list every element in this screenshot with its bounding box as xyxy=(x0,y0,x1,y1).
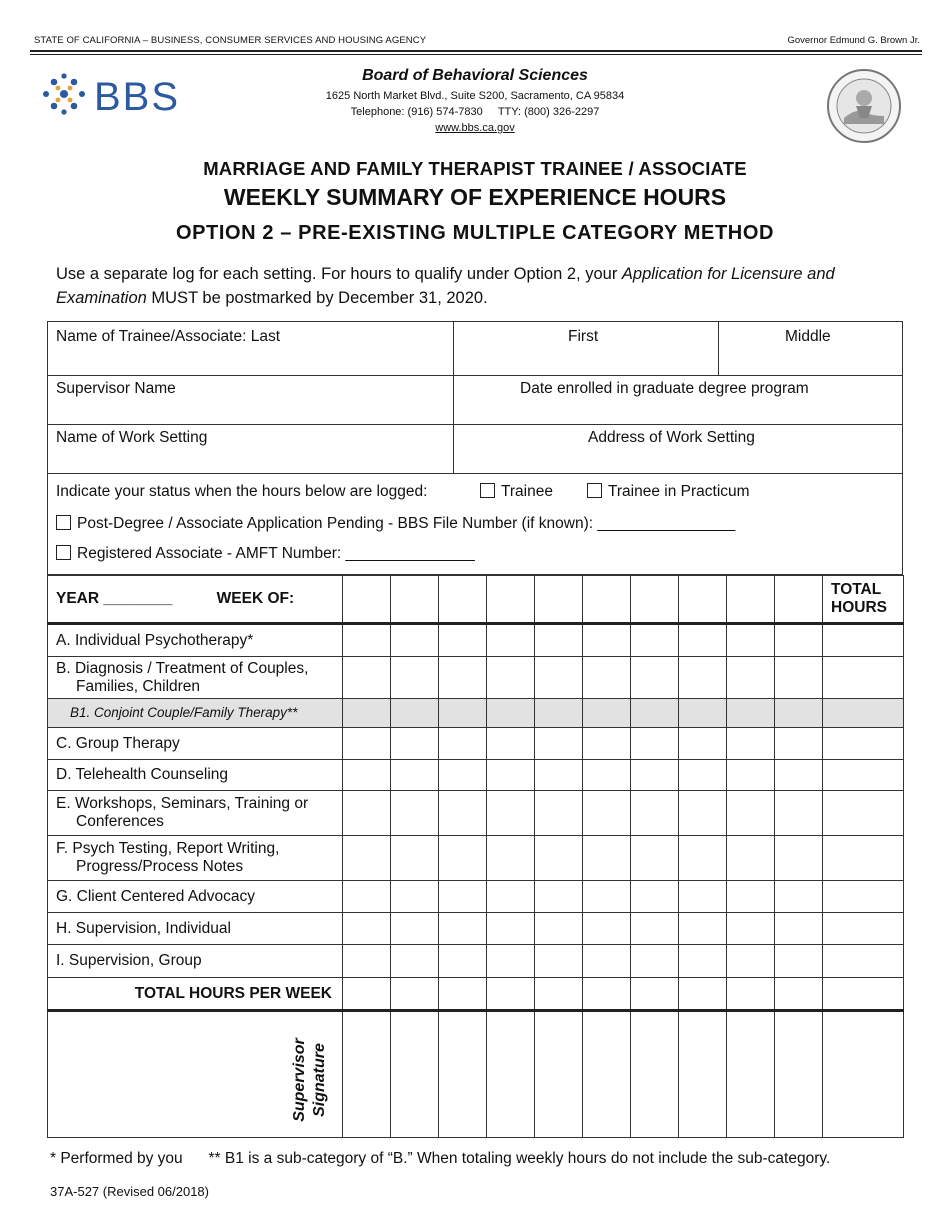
weekly-total-cell[interactable] xyxy=(679,978,727,1011)
weekly-total-cell[interactable] xyxy=(343,978,391,1011)
hours-cell[interactable] xyxy=(727,791,775,836)
table-row xyxy=(48,945,904,978)
supervisor-input[interactable] xyxy=(50,400,450,424)
hours-cell[interactable] xyxy=(583,728,631,760)
board-website-link[interactable]: www.bbs.ca.gov xyxy=(435,122,515,134)
hours-cell[interactable] xyxy=(343,624,391,657)
hours-cell[interactable] xyxy=(439,881,487,913)
total-per-week-row xyxy=(48,978,904,1011)
trainee-checkbox[interactable] xyxy=(480,483,495,498)
hours-cell[interactable] xyxy=(343,881,391,913)
hours-cell[interactable] xyxy=(631,913,679,945)
hours-cell[interactable] xyxy=(535,791,583,836)
signature-cell[interactable] xyxy=(775,1011,823,1138)
hours-log-table xyxy=(47,575,904,1138)
hours-cell[interactable] xyxy=(487,728,535,760)
signature-cell[interactable] xyxy=(535,1011,583,1138)
hours-cell[interactable] xyxy=(535,657,583,699)
hours-cell[interactable] xyxy=(631,760,679,791)
total-cell[interactable] xyxy=(823,913,904,945)
hours-cell[interactable] xyxy=(343,913,391,945)
signature-cell[interactable] xyxy=(727,1011,775,1138)
hours-cell[interactable] xyxy=(487,945,535,978)
signature-cell[interactable] xyxy=(679,1011,727,1138)
weekly-total-cell[interactable] xyxy=(487,978,535,1011)
date-enrolled-input[interactable] xyxy=(456,400,901,424)
hours-cell[interactable] xyxy=(679,945,727,978)
svg-text:BBS: BBS xyxy=(94,75,181,116)
hours-cell[interactable] xyxy=(679,913,727,945)
hours-cell[interactable] xyxy=(583,699,631,728)
hours-cell[interactable] xyxy=(391,624,439,657)
hours-cell[interactable] xyxy=(391,881,439,913)
hours-cell[interactable] xyxy=(487,913,535,945)
hours-cell[interactable] xyxy=(439,836,487,881)
hours-cell[interactable] xyxy=(679,624,727,657)
hours-cell[interactable] xyxy=(631,699,679,728)
hours-cell[interactable] xyxy=(727,699,775,728)
hours-cell[interactable] xyxy=(775,791,823,836)
form-title-line3: OPTION 2 – PRE-EXISTING MULTIPLE CATEGORY METHOD xyxy=(175,222,775,244)
week-date-cell[interactable] xyxy=(631,576,679,624)
hours-cell[interactable] xyxy=(487,760,535,791)
hours-cell[interactable] xyxy=(391,657,439,699)
total-hours-header: TOTAL HOURS xyxy=(823,576,904,624)
hours-cell[interactable] xyxy=(775,945,823,978)
hours-cell[interactable] xyxy=(535,945,583,978)
row-label: C. Group Therapy xyxy=(48,728,343,760)
weekly-total-cell[interactable] xyxy=(727,978,775,1011)
hours-cell[interactable] xyxy=(727,836,775,881)
hours-cell[interactable] xyxy=(631,624,679,657)
hours-cell[interactable] xyxy=(535,913,583,945)
name-last-input[interactable] xyxy=(50,348,450,374)
name-first-label: First xyxy=(568,328,599,345)
table-row-subcategory xyxy=(48,699,904,728)
hours-cell[interactable] xyxy=(343,791,391,836)
table-row xyxy=(48,657,904,699)
signature-row xyxy=(48,1011,904,1138)
instructions: Use a separate log for each setting. For hours to qualify under Option 2, your Application for Licensure and Examination MUST be postmarked by December 31, 2020. xyxy=(56,265,835,307)
hours-cell[interactable] xyxy=(391,760,439,791)
state-seal-image xyxy=(826,68,902,144)
board-phone: Telephone: (916) 574-7830 TTY: (800) 326-2297 xyxy=(350,106,600,118)
hours-cell[interactable] xyxy=(343,760,391,791)
week-date-cell[interactable] xyxy=(727,576,775,624)
date-enrolled-label: Date enrolled in graduate degree program xyxy=(520,380,809,397)
signature-cell[interactable] xyxy=(343,1011,391,1138)
hours-cell[interactable] xyxy=(439,624,487,657)
hours-cell[interactable] xyxy=(487,791,535,836)
total-per-week-label: TOTAL HOURS PER WEEK xyxy=(48,978,343,1011)
work-address-input[interactable] xyxy=(456,449,901,473)
table-row xyxy=(48,791,904,836)
hours-cell[interactable] xyxy=(487,881,535,913)
hours-cell[interactable] xyxy=(535,728,583,760)
hours-cell[interactable] xyxy=(343,945,391,978)
status-section xyxy=(47,473,903,575)
supervisor-field-row xyxy=(47,375,903,425)
grand-total-cell[interactable] xyxy=(823,978,904,1011)
hours-cell[interactable] xyxy=(775,760,823,791)
hours-cell[interactable] xyxy=(631,791,679,836)
hours-cell[interactable] xyxy=(535,624,583,657)
hours-cell[interactable] xyxy=(583,657,631,699)
hours-cell[interactable] xyxy=(535,836,583,881)
hours-cell[interactable] xyxy=(727,881,775,913)
status-prompt: Indicate your status when the hours below are logged: xyxy=(56,483,428,500)
hours-cell[interactable] xyxy=(439,699,487,728)
hours-cell[interactable] xyxy=(343,657,391,699)
form-number: 37A-527 (Revised 06/2018) xyxy=(50,1184,209,1199)
total-cell[interactable] xyxy=(823,760,904,791)
table-row xyxy=(48,836,904,881)
row-label: D. Telehealth Counseling xyxy=(48,760,343,791)
form-title-line2: WEEKLY SUMMARY OF EXPERIENCE HOURS xyxy=(223,184,727,210)
row-label: E. Workshops, Seminars, Training or Conferences xyxy=(48,791,343,836)
hours-cell[interactable] xyxy=(679,760,727,791)
header-rule xyxy=(30,50,922,52)
row-label: F. Psych Testing, Report Writing, Progress/Process Notes xyxy=(48,836,343,881)
trainee-practicum-checkbox[interactable] xyxy=(587,483,602,498)
total-cell[interactable] xyxy=(823,699,904,728)
hours-cell[interactable] xyxy=(775,624,823,657)
hours-cell[interactable] xyxy=(775,836,823,881)
hours-cell[interactable] xyxy=(583,791,631,836)
governor-line: Governor Edmund G. Brown Jr. xyxy=(787,35,920,46)
header-rule-thin xyxy=(30,54,922,55)
hours-cell[interactable] xyxy=(391,913,439,945)
agency-line: STATE OF CALIFORNIA – BUSINESS, CONSUMER SERVICES AND HOUSING AGENCY xyxy=(34,35,427,46)
form-title-line1: MARRIAGE AND FAMILY THERAPIST TRAINEE / ASSOCIATE xyxy=(203,158,747,179)
hours-cell[interactable] xyxy=(775,881,823,913)
supervisor-signature-label: Supervisor Signature xyxy=(291,1038,328,1122)
hours-cell[interactable] xyxy=(487,699,535,728)
hours-cell[interactable] xyxy=(679,699,727,728)
total-cell[interactable] xyxy=(823,728,904,760)
hours-cell[interactable] xyxy=(583,881,631,913)
week-date-cell[interactable] xyxy=(583,576,631,624)
signature-cell[interactable] xyxy=(823,1011,904,1138)
hours-cell[interactable] xyxy=(439,760,487,791)
hours-cell[interactable] xyxy=(391,791,439,836)
hours-cell[interactable] xyxy=(391,699,439,728)
hours-cell[interactable] xyxy=(343,728,391,760)
board-name: Board of Behavioral Sciences xyxy=(362,67,588,84)
board-address: 1625 North Market Blvd., Suite S200, Sacramento, CA 95834 xyxy=(325,90,625,102)
weekly-total-cell[interactable] xyxy=(391,978,439,1011)
hours-cell[interactable] xyxy=(487,836,535,881)
signature-cell[interactable] xyxy=(439,1011,487,1138)
signature-cell[interactable] xyxy=(631,1011,679,1138)
trainee-practicum-option[interactable]: Trainee in Practicum xyxy=(587,483,750,501)
row-label: I. Supervision, Group xyxy=(48,945,343,978)
hours-cell[interactable] xyxy=(343,836,391,881)
total-cell[interactable] xyxy=(823,836,904,881)
total-cell[interactable] xyxy=(823,881,904,913)
footnote: * Performed by you ** B1 is a sub-category of “B.” When totaling weekly hours do not include the sub-category. xyxy=(50,1150,831,1167)
total-cell[interactable] xyxy=(823,791,904,836)
row-label: B1. Conjoint Couple/Family Therapy** xyxy=(48,699,343,728)
hours-cell[interactable] xyxy=(727,728,775,760)
year-label: YEAR ________ xyxy=(56,590,173,607)
hours-cell[interactable] xyxy=(727,657,775,699)
hours-cell[interactable] xyxy=(775,913,823,945)
total-cell[interactable] xyxy=(823,657,904,699)
work-setting-input[interactable] xyxy=(50,449,450,473)
week-of-label: WEEK OF: xyxy=(216,590,295,607)
hours-cell[interactable] xyxy=(391,836,439,881)
hours-cell[interactable] xyxy=(679,791,727,836)
hours-cell[interactable] xyxy=(583,760,631,791)
hours-cell[interactable] xyxy=(487,657,535,699)
week-date-cell[interactable] xyxy=(343,576,391,624)
table-row xyxy=(48,728,904,760)
weekly-total-cell[interactable] xyxy=(775,978,823,1011)
row-label: B. Diagnosis / Treatment of Couples, Families, Children xyxy=(48,657,343,699)
hours-cell[interactable] xyxy=(583,945,631,978)
registered-associate-checkbox[interactable] xyxy=(56,545,71,560)
hours-cell[interactable] xyxy=(679,836,727,881)
hours-cell[interactable] xyxy=(727,760,775,791)
work-address-label: Address of Work Setting xyxy=(588,429,755,446)
trainee-option[interactable]: Trainee xyxy=(480,483,553,501)
hours-cell[interactable] xyxy=(439,913,487,945)
hours-cell[interactable] xyxy=(631,945,679,978)
name-middle-label: Middle xyxy=(785,328,831,345)
hours-cell[interactable] xyxy=(535,881,583,913)
week-date-cell[interactable] xyxy=(775,576,823,624)
name-first-input[interactable] xyxy=(456,348,716,374)
hours-cell[interactable] xyxy=(535,699,583,728)
hours-cell[interactable] xyxy=(727,945,775,978)
name-last-label: Name of Trainee/Associate: Last xyxy=(56,328,281,345)
hours-cell[interactable] xyxy=(631,657,679,699)
signature-cell[interactable] xyxy=(391,1011,439,1138)
table-row xyxy=(48,913,904,945)
row-label: A. Individual Psychotherapy* xyxy=(48,624,343,657)
hours-cell[interactable] xyxy=(439,728,487,760)
hours-cell[interactable] xyxy=(631,836,679,881)
week-date-cell[interactable] xyxy=(679,576,727,624)
hours-cell[interactable] xyxy=(775,728,823,760)
table-row xyxy=(48,624,904,657)
weekly-total-cell[interactable] xyxy=(535,978,583,1011)
week-date-cell[interactable] xyxy=(487,576,535,624)
total-cell[interactable] xyxy=(823,945,904,978)
hours-cell[interactable] xyxy=(631,881,679,913)
hours-cell[interactable] xyxy=(583,624,631,657)
work-setting-label: Name of Work Setting xyxy=(56,429,208,446)
signature-label-cell xyxy=(48,1011,343,1138)
hours-cell[interactable] xyxy=(391,945,439,978)
hours-cell[interactable] xyxy=(775,657,823,699)
hours-cell[interactable] xyxy=(391,728,439,760)
post-degree-checkbox[interactable] xyxy=(56,515,71,530)
name-field-row xyxy=(47,321,903,376)
hours-cell[interactable] xyxy=(487,624,535,657)
hours-cell[interactable] xyxy=(583,913,631,945)
week-date-cell[interactable] xyxy=(439,576,487,624)
hours-cell[interactable] xyxy=(583,836,631,881)
table-row xyxy=(48,881,904,913)
work-setting-field-row xyxy=(47,424,903,474)
weekly-total-cell[interactable] xyxy=(631,978,679,1011)
hours-cell[interactable] xyxy=(439,945,487,978)
hours-cell[interactable] xyxy=(631,728,679,760)
weekly-total-cell[interactable] xyxy=(439,978,487,1011)
hours-cell[interactable] xyxy=(679,881,727,913)
table-header-row xyxy=(48,576,904,624)
total-cell[interactable] xyxy=(823,624,904,657)
hours-cell[interactable] xyxy=(727,913,775,945)
hours-cell[interactable] xyxy=(439,791,487,836)
hours-cell[interactable] xyxy=(679,657,727,699)
hours-cell[interactable] xyxy=(343,699,391,728)
row-label: H. Supervision, Individual xyxy=(48,913,343,945)
hours-cell[interactable] xyxy=(727,624,775,657)
table-row xyxy=(48,760,904,791)
supervisor-label: Supervisor Name xyxy=(56,380,176,397)
row-label: G. Client Centered Advocacy xyxy=(48,881,343,913)
hours-cell[interactable] xyxy=(775,699,823,728)
hours-cell[interactable] xyxy=(535,760,583,791)
weekly-total-cell[interactable] xyxy=(583,978,631,1011)
registered-associate-option[interactable]: Registered Associate - AMFT Number: _______________ xyxy=(56,545,475,563)
hours-cell[interactable] xyxy=(439,657,487,699)
post-degree-option[interactable]: Post-Degree / Associate Application Pending - BBS File Number (if known): ________________ xyxy=(56,515,735,533)
hours-cell[interactable] xyxy=(679,728,727,760)
week-date-cell[interactable] xyxy=(535,576,583,624)
week-date-cell[interactable] xyxy=(391,576,439,624)
signature-cell[interactable] xyxy=(583,1011,631,1138)
name-middle-input[interactable] xyxy=(721,348,901,374)
year-week-header xyxy=(48,576,343,624)
signature-cell[interactable] xyxy=(487,1011,535,1138)
